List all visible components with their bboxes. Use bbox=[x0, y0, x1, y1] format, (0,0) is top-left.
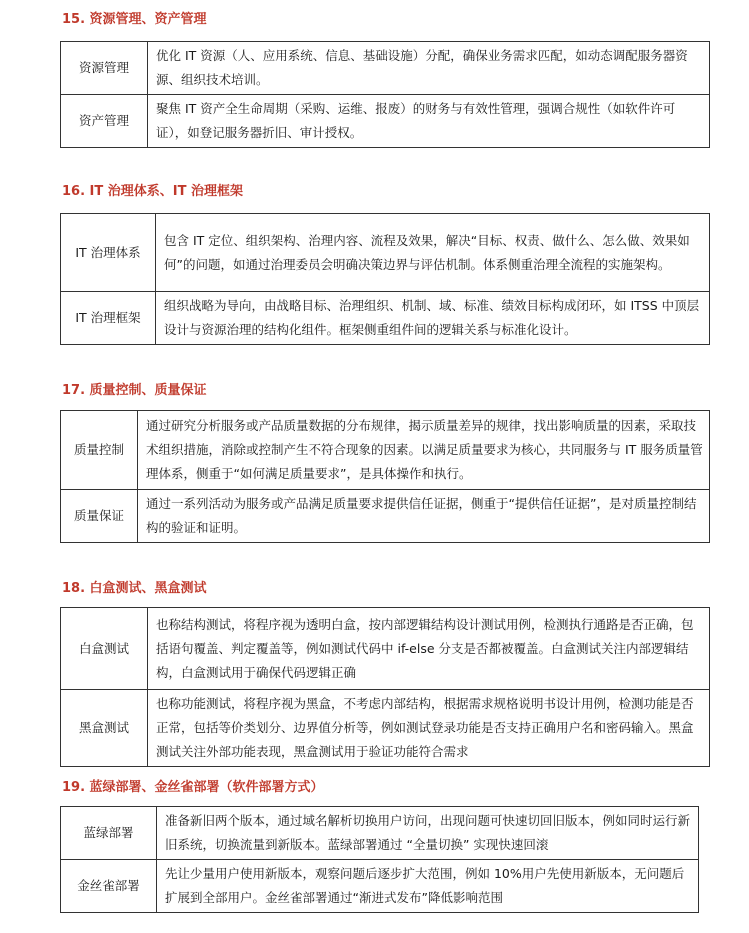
section-title-15: 15. 资源管理、资产管理 bbox=[62, 12, 207, 27]
table-row bbox=[61, 292, 710, 345]
description-cell: 也称功能测试，将程序视为黑盒，不考虑内部结构，根据需求规格说明书设计用例，检测功能是否正常，包括等价类划分、边界值分析等，例如测试登录功能是否支持正确用户名和密码输入。黑盒测试关注外部功能表现，黑盒测试用于验证功能符合需求 bbox=[148, 690, 710, 767]
table-row bbox=[61, 411, 710, 490]
description-cell: 聚焦 IT 资产全生命周期（采购、运维、报废）的财务与有效性管理，强调合规性（如软件许可证），如登记服务器折旧、审计授权。 bbox=[148, 95, 710, 148]
section-title-18: 18. 白盒测试、黑盒测试 bbox=[62, 581, 207, 596]
term-cell: 黑盒测试 bbox=[61, 690, 148, 767]
comparison-table-19 bbox=[60, 806, 699, 913]
term-cell: 资源管理 bbox=[61, 42, 148, 95]
term-cell: IT 治理框架 bbox=[61, 292, 156, 345]
table-row bbox=[61, 807, 699, 860]
term-cell: 质量保证 bbox=[61, 490, 138, 543]
comparison-table-15 bbox=[60, 41, 710, 148]
section-title-19: 19. 蓝绿部署、金丝雀部署（软件部署方式） bbox=[62, 780, 324, 795]
description-cell: 通过一系列活动为服务或产品满足质量要求提供信任证据，侧重于“提供信任证据”，是对质量控制结构的验证和证明。 bbox=[138, 490, 710, 543]
term-cell: 质量控制 bbox=[61, 411, 138, 490]
section-title-17: 17. 质量控制、质量保证 bbox=[62, 383, 207, 398]
description-cell: 准备新旧两个版本，通过域名解析切换用户访问，出现问题可快速切回旧版本，例如同时运行新旧系统，切换流量到新版本。蓝绿部署通过 “全量切换” 实现快速回滚 bbox=[157, 807, 699, 860]
description-cell: 通过研究分析服务或产品质量数据的分布规律，揭示质量差异的规律，找出影响质量的因素，采取技术组织措施，消除或控制产生不符合现象的因素。以满足质量要求为核心，共同服务与 IT 服务质量管理体系，侧重于“如何满足质量要求”，是具体操作和执行。 bbox=[138, 411, 710, 490]
section-title-16: 16. IT 治理体系、IT 治理框架 bbox=[62, 184, 244, 199]
description-cell: 组织战略为导向，由战略目标、治理组织、机制、域、标准、绩效目标构成闭环，如 ITSS 中顶层设计与资源治理的结构化组件。框架侧重组件间的逻辑关系与标准化设计。 bbox=[156, 292, 710, 345]
comparison-table-18 bbox=[60, 607, 710, 767]
description-cell: 包含 IT 定位、组织架构、治理内容、流程及效果，解决“目标、权责、做什么、怎么做、效果如何”的问题，如通过治理委员会明确决策边界与评估机制。体系侧重治理全流程的实施架构。 bbox=[156, 214, 710, 292]
description-cell: 先让少量用户使用新版本，观察问题后逐步扩大范围，例如 10%用户先使用新版本，无问题后扩展到全部用户。金丝雀部署通过“渐进式发布”降低影响范围 bbox=[157, 860, 699, 913]
table-row bbox=[61, 95, 710, 148]
table-row bbox=[61, 608, 710, 690]
comparison-table-17 bbox=[60, 410, 710, 543]
term-cell: 资产管理 bbox=[61, 95, 148, 148]
table-row bbox=[61, 214, 710, 292]
table-row bbox=[61, 860, 699, 913]
description-cell: 优化 IT 资源（人、应用系统、信息、基础设施）分配，确保业务需求匹配，如动态调配服务器资源、组织技术培训。 bbox=[148, 42, 710, 95]
term-cell: IT 治理体系 bbox=[61, 214, 156, 292]
comparison-table-16 bbox=[60, 213, 710, 345]
term-cell: 白盒测试 bbox=[61, 608, 148, 690]
table-row bbox=[61, 690, 710, 767]
table-row bbox=[61, 490, 710, 543]
table-row bbox=[61, 42, 710, 95]
description-cell: 也称结构测试，将程序视为透明白盒，按内部逻辑结构设计测试用例，检测执行通路是否正确，包括语句覆盖、判定覆盖等，例如测试代码中 if-else 分支是否都被覆盖。白盒测试关注内部逻辑结构，白盒测试用于确保代码逻辑正确 bbox=[148, 608, 710, 690]
term-cell: 金丝雀部署 bbox=[61, 860, 157, 913]
term-cell: 蓝绿部署 bbox=[61, 807, 157, 860]
